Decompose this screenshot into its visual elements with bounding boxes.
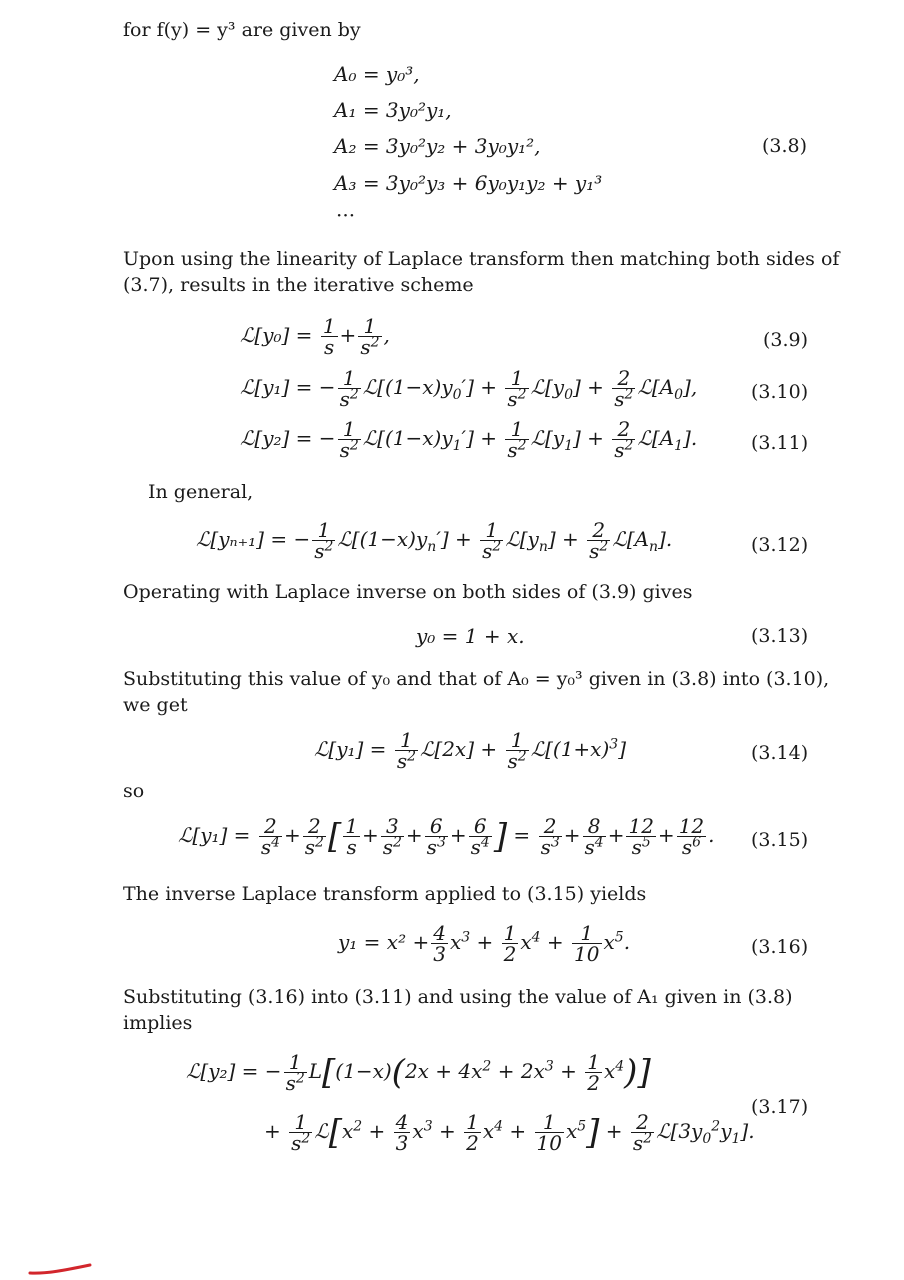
eq-3-9-lhs: ℒ[y₀] = — [240, 323, 313, 347]
eq-label-3-15: (3.15) — [751, 829, 809, 851]
eq-label-3-12: (3.12) — [751, 534, 809, 556]
eq-label-3-14: (3.14) — [751, 742, 809, 764]
eq-3-17-lhs: ℒ[y₂] = − — [186, 1059, 282, 1083]
para-substituting-line2: we get — [123, 694, 188, 716]
eq-3-14: ℒ[y₁] = $\frac{1}{s^2}$ ℒ[2x] + $\frac{1}{s^2}$ $ℒ[(1+x)^3]$ — [314, 728, 626, 773]
eq-3-10: ℒ[y₁] = − $\frac{1}{s^2}$ $ℒ[(1-x)y_0']$ + $\frac{1}{s^2}$ $ℒ[y_0]$ + $\frac{2}{s^2}$ $ℒ[A_0]$, — [240, 366, 698, 411]
eq-3-11: ℒ[y₂] = − $\frac{1}{s^2}$ $ℒ[(1-x)y_1']$ + $\frac{1}{s^2}$ $ℒ[y_1]$ + $\frac{2}{s^2}$ $ℒ[A_1]$. — [240, 417, 698, 462]
eq-3-17-line2: + $\frac{1}{s^2}$ $ℒ[x^2$ + $\frac{4}{3}$ $x^3$ + $\frac{1}{2}$ $x^4$ + $\frac{1}{10}$ $x^5$] + $\frac{2}{s^2}$ $ℒ[3y_0^2y_1]$. — [264, 1110, 755, 1155]
eq-3-13: y₀ = 1 + x. — [416, 624, 525, 648]
eq-3-9: ℒ[y₀] = $\frac{1}{s}$ + $\frac{1}{s^2}$ , — [240, 314, 390, 359]
para-applied: The inverse Laplace transform applied to (3.15) yields — [123, 883, 647, 905]
eq-a1: A₁ = 3y₀²y₁, — [334, 98, 452, 122]
eq-label-3-10: (3.10) — [751, 381, 809, 403]
red-pen-mark — [26, 1262, 96, 1278]
eq-a3: A₃ = 3y₀²y₃ + 6y₀y₁y₂ + y₁³ — [334, 171, 603, 195]
eq-label-3-17: (3.17) — [751, 1096, 809, 1118]
eq-a0: A₀ = y₀³, — [334, 62, 420, 86]
eq-label-3-9: (3.9) — [763, 329, 809, 351]
eq-3-15: ℒ[y₁] = $\frac{2}{s^4}$ + $\frac{2}{s^2}$ [ $\frac{1}{s}$ + $\frac{3}{s^2}$ + $\frac{6}{s^3}$ + $\frac{6}{s^4}$ ] = $\frac{2}{s^3}$ + $\frac{8}{s^4}$ + $\frac{12}{s^5}$ + $\frac{12}{s^6}$ . — [178, 814, 715, 859]
para-linearity-line2: (3.7), results in the iterative scheme — [123, 274, 474, 296]
eq-3-14-lhs: ℒ[y₁] = — [314, 737, 387, 761]
eq-a2: A₂ = 3y₀²y₂ + 3y₀y₁², — [334, 134, 541, 158]
eq-dots: ··· — [336, 203, 356, 227]
eq-label-3-8: (3.8) — [762, 135, 808, 157]
eq-3-12-lhs: ℒ[yₙ₊₁] = − — [196, 527, 311, 551]
eq-label-3-13: (3.13) — [751, 625, 809, 647]
eq-3-12: ℒ[yₙ₊₁] = − $\frac{1}{s^2}$ $ℒ[(1-x)y_n']$ + $\frac{1}{s^2}$ $ℒ[y_n]$ + $\frac{2}{s^2}$ $ℒ[A_n]$. — [196, 518, 673, 563]
eq-3-17-line1: ℒ[y₂] = − $\frac{1}{s^2}$ $L[(1-x)(2x + 4x^2 + 2x^3$ + $\frac{1}{2}$ $x^4$)] — [186, 1050, 651, 1095]
para-using-line1: Substituting (3.16) into (3.11) and using the value of A₁ given in (3.8) — [123, 986, 793, 1008]
eq-3-11-lhs: ℒ[y₂] = − — [240, 426, 336, 450]
para-linearity-line1: Upon using the linearity of Laplace transform then matching both sides of — [123, 248, 840, 270]
eq-3-15-lhs: ℒ[y₁] = — [178, 823, 251, 847]
para-using-line2: implies — [123, 1012, 193, 1034]
eq-label-3-16: (3.16) — [751, 936, 809, 958]
intro-line: for f(y) = y³ are given by — [123, 19, 361, 41]
para-substituting-line1: Substituting this value of y₀ and that of A₀ = y₀³ given in (3.8) into (3.10), — [123, 668, 830, 690]
so-word: so — [123, 780, 145, 802]
para-inverse: Operating with Laplace inverse on both sides of (3.9) gives — [123, 581, 693, 603]
eq-3-10-lhs: ℒ[y₁] = − — [240, 375, 336, 399]
eq-label-3-11: (3.11) — [751, 432, 809, 454]
eq-3-16: y₁ = x² + $\frac{4}{3}$ $x^3$ + $\frac{1}{2}$ $x^4$ + $\frac{1}{10}$ $x^5$. — [338, 921, 631, 966]
eq-3-16-lhs: y₁ = x² + — [338, 930, 430, 954]
in-general: In general, — [148, 481, 254, 503]
